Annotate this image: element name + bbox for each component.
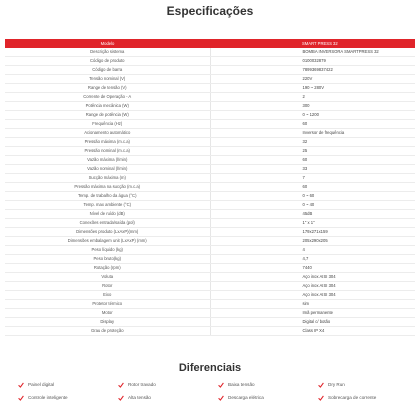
row-label: Range de potência (W) [5,111,210,120]
table-row [5,282,415,291]
list-item [18,380,118,389]
row-value: 220V [210,75,415,84]
row-value: 33 [210,165,415,174]
row-label: Nível de ruído (dB) [5,210,210,219]
row-value: 0 ~ 40 [210,201,415,210]
page-title: Especificações [166,4,254,18]
row-label: Conexões entrada/saída (pol) [5,219,210,228]
table-row [5,48,415,57]
row-label: Pressão nominal (m.c.a) [5,147,210,156]
list-item-label: Dry Run [328,382,345,387]
table-row [5,273,415,282]
table-row [5,156,415,165]
check-icon [18,382,24,388]
header-value: SMART PRESS 32 [210,39,415,48]
row-label: Frequência (Hz) [5,120,210,129]
specifications-table [5,39,415,336]
row-value: Class IP X4 [210,327,415,336]
list-item-label: Alta tensão [128,395,151,400]
list-item-label: Sobrecarga de corrente [328,395,377,400]
check-icon [18,395,24,401]
row-label: Corrente de Operação - A [5,93,210,102]
table-row [5,318,415,327]
table-row [5,66,415,75]
table-row [5,84,415,93]
diferenciais-title: Diferenciais [178,362,242,374]
list-item [18,393,118,402]
list-item-label: Baixa tensão [228,382,255,387]
table-row [5,228,415,237]
table-row [5,219,415,228]
table-row [5,75,415,84]
table-row [5,183,415,192]
table-row [5,291,415,300]
row-value: 205x290x205 [210,237,415,246]
row-value: 60 [210,183,415,192]
row-label: Peso líquido (kg) [5,246,210,255]
row-value: 60 [210,156,415,165]
row-value: Aço inox AISI 304 [210,291,415,300]
row-label: Pressão máxima na sucção (m.c.a) [5,183,210,192]
check-icon [318,382,324,388]
table-row [5,237,415,246]
row-label: Grau de proteção [5,327,210,336]
row-label: Dimensões embalagem unit (LxAxP) (mm) [5,237,210,246]
row-label: Temp. de trabalho da água (°C) [5,192,210,201]
table-row [5,210,415,219]
table-row [5,246,415,255]
table-row [5,255,415,264]
table-row [5,264,415,273]
row-value: 4,7 [210,255,415,264]
check-icon [118,395,124,401]
list-item-label: Painel digital [28,382,55,387]
row-label: Vazão máxima (l/min) [5,156,210,165]
row-label: Pressão máxima (m.c.a) [5,138,210,147]
check-icon [318,395,324,401]
row-value: 60 [210,120,415,129]
row-value: Aço inox AISI 304 [210,282,415,291]
list-item-label: Rotor travado [128,382,156,387]
row-value: Inversor de frequência [210,129,415,138]
row-label: Temp. max ambiente (°C) [5,201,210,210]
row-label: Potência mecânica (W) [5,102,210,111]
list-item [118,393,218,402]
row-label: Protetor térmico [5,300,210,309]
list-item [118,380,218,389]
row-value: 2 [210,93,415,102]
row-label: Acionamento automático [5,129,210,138]
table-row [5,174,415,183]
table-row [5,309,415,318]
table-row [5,165,415,174]
row-value: 179x271x159 [210,228,415,237]
list-item-label: Controle inteligente [28,395,68,400]
row-value: 4 [210,246,415,255]
row-label: Peso bruto(kg) [5,255,210,264]
row-label: Dimensões produto (LxAxP)(mm) [5,228,210,237]
check-icon [218,395,224,401]
row-label: Rotação (rpm) [5,264,210,273]
row-value: 0 ~ 60 [210,192,415,201]
row-value: Imã permanente [210,309,415,318]
row-value: 45dB [210,210,415,219]
row-value: 1" x 1" [210,219,415,228]
list-item [318,393,418,402]
row-label: Range de tensão (V) [5,84,210,93]
row-label: Vazão nominal (l/min) [5,165,210,174]
list-item [218,393,318,402]
table-row [5,201,415,210]
table-row [5,147,415,156]
table-row [5,102,415,111]
list-item [318,380,418,389]
list-item [218,380,318,389]
row-value: 7 [210,174,415,183]
row-value: 190 ~ 280V [210,84,415,93]
header-label: Modelo [5,39,210,48]
row-value: 32 [210,138,415,147]
row-label: Motor [5,309,210,318]
row-label: Sucção máxima (m) [5,174,210,183]
row-value: 0 ~ 1200 [210,111,415,120]
row-label: Código de produto [5,57,210,66]
row-value: 25 [210,147,415,156]
row-label: Voluta [5,273,210,282]
list-item-label: Descarga elétrica [228,395,264,400]
table-header-row [5,39,415,48]
row-label: Tensão nominal (V) [5,75,210,84]
row-value: 7899369837422 [210,66,415,75]
table-row [5,138,415,147]
row-value: 0100032879 [210,57,415,66]
table-row [5,93,415,102]
row-label: Código de barra [5,66,210,75]
row-value: Aço inox AISI 304 [210,273,415,282]
row-value: BOMBA INVERSORA SMARTPRESS 32 [210,48,415,57]
row-label: Eixo [5,291,210,300]
table-body [5,48,415,336]
table-row [5,192,415,201]
table-row [5,300,415,309]
table-row [5,111,415,120]
row-value: 7440 [210,264,415,273]
check-icon [118,382,124,388]
row-label: Rotor [5,282,210,291]
table-row [5,120,415,129]
check-icon [218,382,224,388]
table-row [5,129,415,138]
row-label: Display [5,318,210,327]
table-row [5,327,415,336]
row-value: sim [210,300,415,309]
row-value: 300 [210,102,415,111]
diferenciais-list [18,380,418,402]
row-label: Descrição sistema [5,48,210,57]
row-value: Digital c/ botão [210,318,415,327]
table-row [5,57,415,66]
